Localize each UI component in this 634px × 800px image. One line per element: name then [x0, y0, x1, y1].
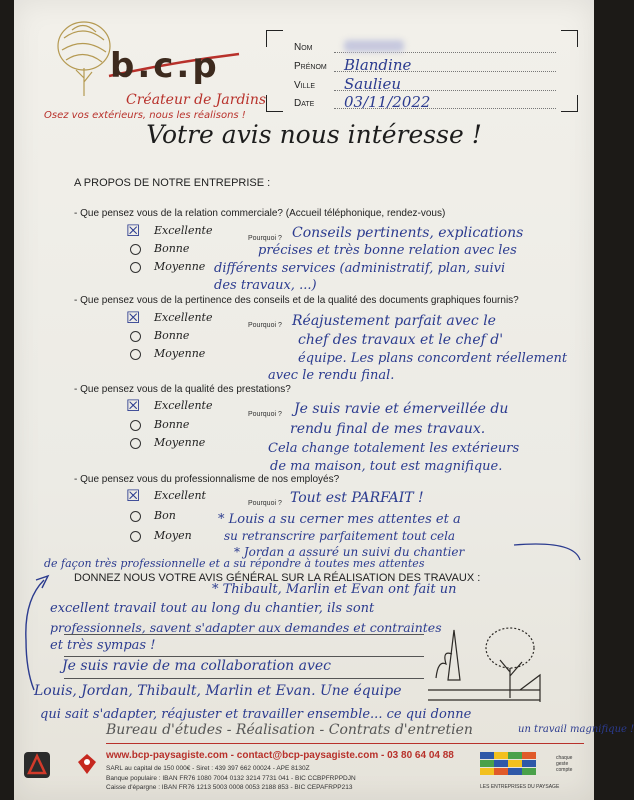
- prenom-value: Blandine: [344, 56, 412, 74]
- general-line: professionnels, savent s'adapter aux demandes et contraintes: [50, 620, 442, 635]
- q3-option-3[interactable]: Moyenne: [154, 436, 206, 449]
- partner-label: LES ENTREPRISES DU PAYSAGE: [480, 784, 560, 790]
- question-2: - Que pensez vous de la pertinence des conseils et de la qualité des documents graphiques fournis?: [74, 295, 519, 306]
- nom-field[interactable]: [334, 52, 556, 53]
- prenom-label: Prénom: [294, 61, 327, 72]
- nom-label: Nom: [294, 42, 313, 53]
- q4-answer-line: Tout est PARFAIT !: [290, 490, 424, 506]
- footer-contact[interactable]: www.bcp-paysagiste.com - contact@bcp-paysagiste.com - 03 80 64 04 88: [106, 750, 454, 761]
- q2-pourquoi-label: Pourquoi ?: [248, 322, 282, 329]
- general-line: excellent travail tout au long du chantier, ils sont: [50, 601, 375, 616]
- q3-pourquoi-label: Pourquoi ?: [248, 411, 282, 418]
- q4-radio-2[interactable]: [130, 511, 141, 522]
- date-label: Date: [294, 98, 315, 109]
- q3-radio-3[interactable]: [130, 438, 141, 449]
- checked-x-icon: ☒: [126, 486, 141, 505]
- q4-radio-3[interactable]: [130, 531, 141, 542]
- q4-pourquoi-label: Pourquoi ?: [248, 500, 282, 507]
- q4-option-1[interactable]: Excellent: [154, 489, 206, 502]
- q3-answer-line: Je suis ravie et émerveillée du: [294, 401, 509, 417]
- date-value: 03/11/2022: [344, 93, 431, 111]
- q3-option-1[interactable]: Excellente: [154, 399, 213, 412]
- q3-answer-line: Cela change totalement les extérieurs: [268, 441, 520, 456]
- q4-answer-line: su retranscrire parfaitement tout cela: [224, 529, 456, 543]
- q2-answer-line: chef des travaux et le chef d': [298, 332, 504, 348]
- q3-answer-line: rendu final de mes travaux.: [290, 421, 486, 437]
- badge-label: chaque geste compte: [556, 755, 573, 773]
- q4-option-3[interactable]: Moyen: [154, 529, 192, 542]
- general-line: et très sympas !: [50, 638, 156, 653]
- q1-answer-line: différents services (administratif, plan, suivi: [214, 261, 506, 276]
- q2-answer-line: avec le rendu final.: [268, 368, 395, 383]
- partner-logo-icon: [480, 752, 550, 782]
- answer-rule: [64, 656, 424, 657]
- q1-option-3[interactable]: Moyenne: [154, 260, 206, 273]
- q4-answer-line: * Jordan a assuré un suivi du chantier: [234, 545, 465, 559]
- general-line: * Thibault, Marlin et Evan ont fait un: [212, 582, 457, 597]
- checked-x-icon: ☒: [126, 308, 141, 327]
- footer-services: Bureau d'études - Réalisation - Contrats d'entretien: [106, 722, 473, 738]
- feedback-form-page: [14, 0, 634, 800]
- q2-answer-line: Réajustement parfait avec le: [292, 313, 496, 329]
- award-logo-icon: [76, 752, 98, 776]
- q2-option-1[interactable]: Excellente: [154, 311, 213, 324]
- q1-radio-2[interactable]: [130, 244, 141, 255]
- footer-legal: SARL au capital de 150 000€ - Siret : 439 397 662 00024 - APE 8130Z: [106, 765, 310, 772]
- q1-option-1[interactable]: Excellente: [154, 224, 213, 237]
- brand-subtitle: Créateur de Jardins: [126, 92, 267, 108]
- q1-option-2[interactable]: Bonne: [154, 242, 190, 255]
- q1-radio-3[interactable]: [130, 262, 141, 273]
- q1-answer-line: Conseils pertinents, explications: [292, 225, 524, 241]
- redacted-name: [344, 40, 404, 52]
- q1-answer-line: des travaux, ...): [214, 278, 317, 293]
- q3-option-2[interactable]: Bonne: [154, 418, 190, 431]
- answer-rule: [64, 634, 424, 635]
- ville-value: Saulieu: [344, 75, 402, 93]
- question-1: - Que pensez vous de la relation commerciale? (Accueil téléphonique, rendez-vous): [74, 208, 446, 219]
- question-4: - Que pensez vous du professionnalisme de nos employés?: [74, 474, 340, 485]
- garden-sketch-icon: [424, 620, 544, 710]
- checked-x-icon: ☒: [126, 221, 141, 240]
- page-title: Votre avis nous intéresse !: [146, 120, 482, 149]
- q2-option-2[interactable]: Bonne: [154, 329, 190, 342]
- footer-bank-2: Caisse d'épargne : IBAN FR76 1213 5003 0008 0053 2188 853 - BIC CEPAFRPP213: [106, 784, 353, 791]
- q1-answer-line: précises et très bonne relation avec les: [258, 243, 517, 258]
- q4-answer-line: de façon très professionnelle et a su répondre à toutes mes attentes: [44, 557, 425, 570]
- footer-divider: [106, 743, 584, 744]
- q4-option-2[interactable]: Bon: [154, 509, 176, 522]
- general-line: qui sait s'adapter, réajuster et travailler ensemble... ce qui donne: [40, 707, 472, 722]
- q2-option-3[interactable]: Moyenne: [154, 347, 206, 360]
- q2-radio-3[interactable]: [130, 349, 141, 360]
- footer-bank-1: Banque populaire : IBAN FR76 1080 7004 0132 3214 7731 041 - BIC CCBPFRPPDJN: [106, 775, 356, 782]
- general-line: Je suis ravie de ma collaboration avec: [62, 658, 331, 674]
- certification-logo-icon: [24, 752, 50, 778]
- general-line: un travail magnifique !: [518, 724, 634, 735]
- q2-radio-2[interactable]: [130, 331, 141, 342]
- general-heading: DONNEZ NOUS VOTRE AVIS GÉNÉRAL SUR LA RÉALISATION DES TRAVAUX :: [74, 572, 481, 584]
- question-3: - Que pensez vous de la qualité des prestations?: [74, 384, 291, 395]
- answer-rule: [64, 678, 424, 679]
- checked-x-icon: ☒: [126, 396, 141, 415]
- brand-tagline: Osez vos extérieurs, nous les réalisons !: [44, 110, 246, 121]
- q1-pourquoi-label: Pourquoi ?: [248, 235, 282, 242]
- general-line: Louis, Jordan, Thibault, Marlin et Evan. Une équipe: [34, 683, 402, 699]
- q3-radio-2[interactable]: [130, 420, 141, 431]
- q2-answer-line: équipe. Les plans concordent réellement: [298, 351, 568, 366]
- q4-answer-line: * Louis a su cerner mes attentes et a: [218, 512, 461, 527]
- brand-logo-text: b.c.p: [110, 46, 220, 86]
- q3-answer-line: de ma maison, tout est magnifique.: [270, 459, 503, 474]
- ville-label: Ville: [294, 80, 316, 91]
- section-heading: A PROPOS DE NOTRE ENTREPRISE :: [74, 177, 271, 189]
